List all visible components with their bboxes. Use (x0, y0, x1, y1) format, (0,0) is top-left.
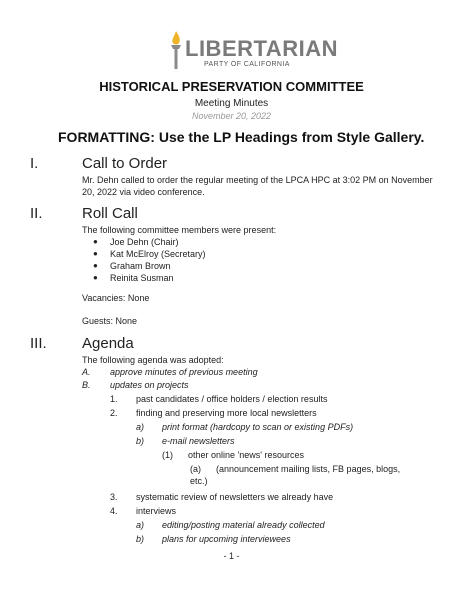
agenda-item: print format (hardcopy to scan or existing PDFs) (162, 422, 354, 432)
agenda-label: 4. (110, 506, 118, 516)
agenda-item: other online 'news' resources (188, 450, 304, 460)
agenda-label: 2. (110, 408, 118, 418)
logo-wordmark: LIBERTARIAN (185, 36, 338, 61)
list-item: Reinita Susman (110, 273, 174, 283)
document-title: HISTORICAL PRESERVATION COMMITTEE (99, 79, 364, 94)
meeting-date: November 20, 2022 (191, 111, 272, 121)
section-number: III. (30, 335, 47, 352)
section-number: I. (30, 155, 39, 172)
agenda-label: 1. (110, 394, 118, 404)
list-item: Kat McElroy (Secretary) (110, 249, 206, 259)
section-heading-roll-call: Roll Call (82, 205, 138, 222)
agenda-item: editing/posting material already collected (162, 520, 325, 530)
agenda-item: finding and preserving more local newsletters (136, 408, 317, 418)
agenda-item: plans for upcoming interviewees (162, 534, 291, 544)
agenda-label: b) (136, 436, 145, 446)
section-heading-call-to-order: Call to Order (82, 155, 168, 172)
agenda-label: 3. (110, 492, 118, 502)
document-subtitle: Meeting Minutes (194, 98, 269, 109)
logo-subline: PARTY OF CALIFORNIA (204, 61, 290, 68)
guests-line: Guests: None (82, 316, 138, 326)
paragraph-line: Mr. Dehn called to order the regular meeting of the LPCA HPC at 3:02 PM on November (82, 175, 433, 185)
bullet-icon: ● (93, 249, 98, 258)
bullet-icon: ● (93, 261, 98, 270)
agenda-item: interviews (136, 506, 177, 516)
paragraph-line: 20, 2022 via video conference. (82, 187, 205, 197)
section-number: II. (30, 205, 43, 222)
agenda-intro: The following agenda was adopted: (82, 355, 224, 365)
agenda-item: past candidates / office holders / election results (136, 394, 328, 404)
agenda-label: a) (136, 520, 145, 530)
section-heading-agenda: Agenda (82, 335, 134, 352)
agenda-label: (1) (162, 450, 173, 460)
agenda-label: b) (136, 534, 145, 544)
agenda-item: systematic review of newsletters we already have (136, 492, 334, 502)
libertarian-logo (168, 30, 338, 72)
vacancies-line: Vacancies: None (82, 293, 150, 303)
agenda-label: (a) (190, 464, 201, 474)
agenda-item: (announcement mailing lists, FB pages, blogs, (216, 464, 401, 474)
bullet-icon: ● (93, 237, 98, 246)
list-item: Joe Dehn (Chair) (110, 237, 179, 247)
agenda-label: B. (82, 380, 91, 390)
list-item: Graham Brown (110, 261, 171, 271)
torch-icon (168, 30, 184, 70)
bullet-icon: ● (93, 273, 98, 282)
agenda-item-continued: etc.) (190, 476, 208, 486)
agenda-item: e-mail newsletters (162, 436, 235, 446)
page-number: - 1 - (223, 551, 240, 561)
agenda-label: a) (136, 422, 145, 432)
agenda-item: approve minutes of previous meeting (110, 367, 258, 377)
formatting-note: FORMATTING: Use the LP Headings from Style Gallery. (58, 129, 425, 145)
roll-call-intro: The following committee members were present: (82, 225, 277, 235)
agenda-label: A. (82, 367, 91, 377)
agenda-item: updates on projects (110, 380, 189, 390)
